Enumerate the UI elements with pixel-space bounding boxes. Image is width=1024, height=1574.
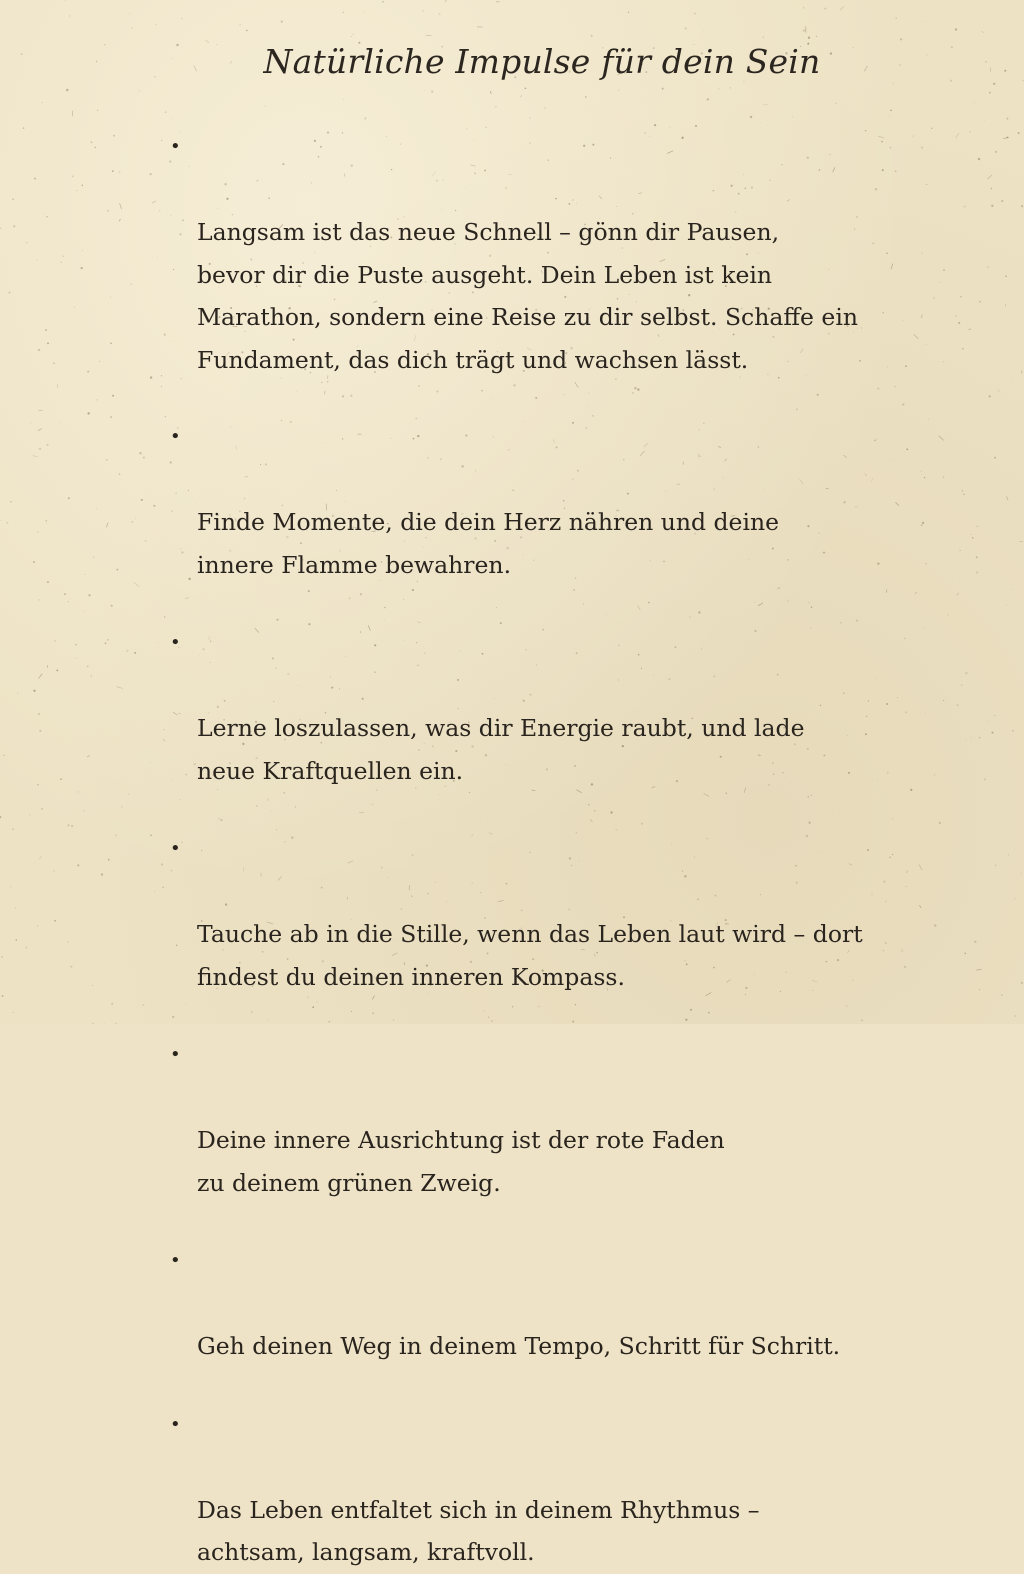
bullet-icon: • — [170, 1240, 184, 1283]
list-item — [170, 622, 890, 792]
bullet-icon: • — [170, 416, 184, 459]
list-item — [170, 126, 890, 381]
list-item — [170, 828, 890, 998]
list-item-text: Deine innere Ausrichtung ist der rote Faden zu deinem grünen Zweig. — [197, 1126, 725, 1197]
page-title: Natürliche Impulse für dein Sein — [0, 42, 1024, 81]
list-item-text: Lerne loszulassen, was dir Energie raubt, und lade neue Kraftquellen ein. — [197, 714, 804, 785]
bullet-icon: • — [170, 1034, 184, 1077]
list-item-text: Tauche ab in die Stille, wenn das Leben laut wird – dort findest du deinen inneren Kompass. — [197, 920, 863, 991]
list-item-text: Geh deinen Weg in deinem Tempo, Schritt für Schritt. — [197, 1332, 840, 1360]
bullet-icon: • — [170, 126, 184, 169]
list-item-text: Das Leben entfaltet sich in deinem Rhythmus – achtsam, langsam, kraftvoll. — [197, 1496, 760, 1567]
impulse-list — [170, 126, 890, 1574]
list-item-text: Langsam ist das neue Schnell – gönn dir Pausen, bevor dir die Puste ausgeht. Dein Leben ist kein Marathon, sondern eine Reise zu dir selbst. Schaffe ein Fundament, das dich trägt und wachsen lässt. — [197, 218, 858, 374]
list-item — [170, 1240, 890, 1368]
list-item — [170, 1034, 890, 1204]
bullet-icon: • — [170, 828, 184, 871]
bullet-icon: • — [170, 622, 184, 665]
list-item — [170, 416, 890, 586]
bullet-icon: • — [170, 1404, 184, 1447]
list-item-text: Finde Momente, die dein Herz nähren und deine innere Flamme bewahren. — [197, 508, 779, 579]
list-item — [170, 1404, 890, 1574]
